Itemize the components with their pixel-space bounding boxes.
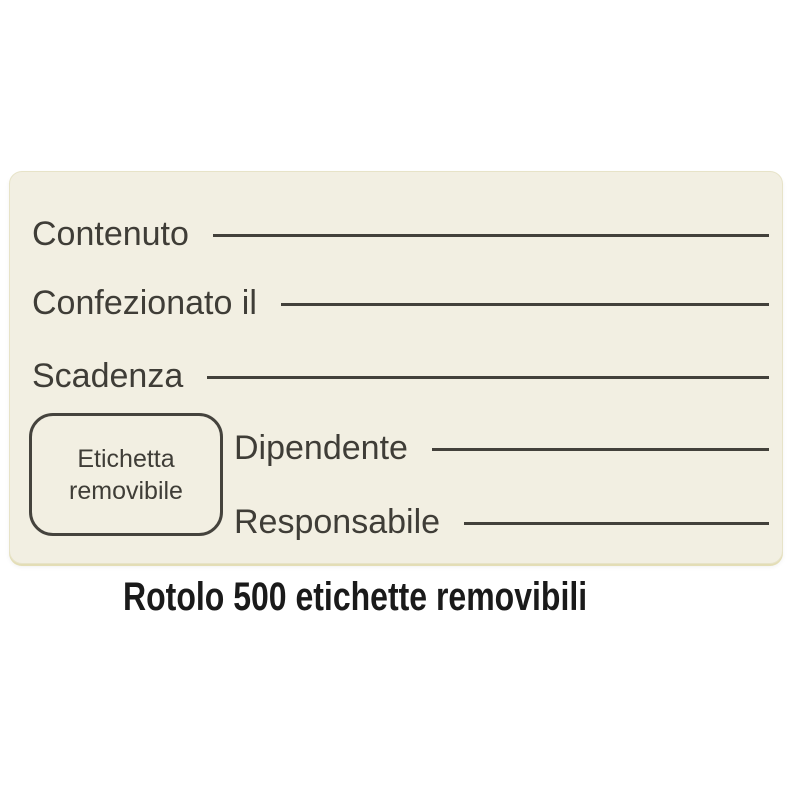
field-row-scadenza [32, 356, 769, 396]
field-row-contenuto [32, 214, 769, 254]
field-label-confezionato-il: Confezionato il [32, 284, 257, 322]
field-row-dipendente [234, 428, 769, 468]
stamp-text-line1: Etichetta [77, 444, 175, 473]
field-label-responsabile: Responsabile [234, 503, 441, 541]
field-row-responsabile [234, 502, 769, 542]
fill-line-dipendente [432, 448, 769, 451]
fill-line-scadenza [207, 376, 769, 379]
field-row-confezionato-il [32, 283, 769, 323]
stamp-text-line2: removibile [69, 476, 183, 505]
field-label-dipendente: Dipendente [234, 429, 408, 467]
fill-line-contenuto [213, 234, 769, 237]
field-label-scadenza: Scadenza [32, 357, 184, 395]
fill-line-confezionato-il [281, 303, 769, 306]
removable-stamp-box [29, 413, 223, 536]
field-label-contenuto: Contenuto [32, 215, 189, 253]
caption-text: Rotolo 500 etichette removibili [123, 575, 588, 619]
fill-line-responsabile [464, 522, 769, 525]
removable-label-sticker [9, 171, 783, 564]
